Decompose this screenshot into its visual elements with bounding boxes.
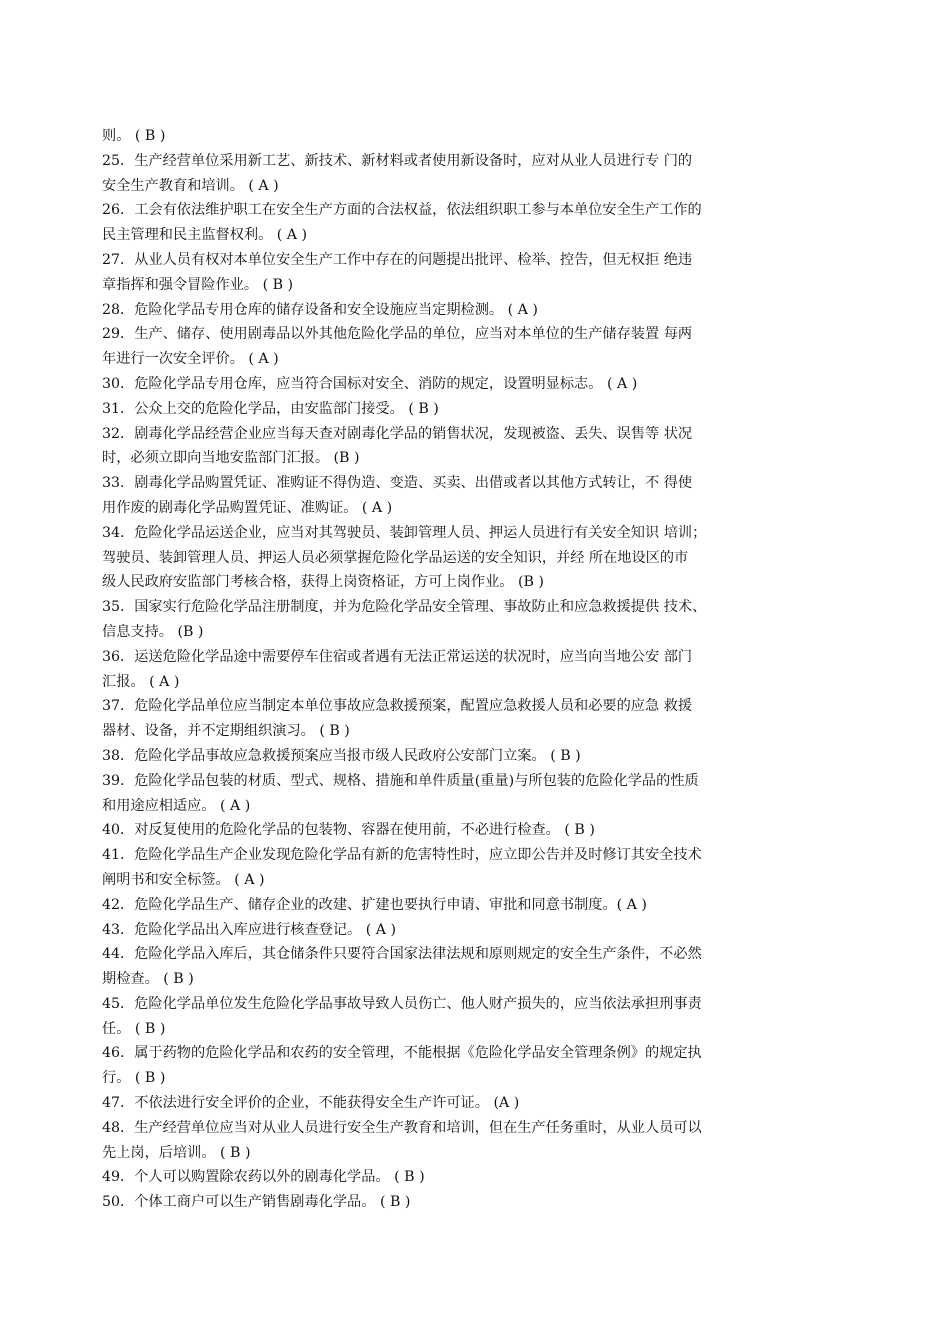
text-line: 36．运送危险化学品途中需要停车住宿或者遇有无法正常运送的状况时，应当向当地公安 部门 xyxy=(102,648,693,665)
text-line: 民主管理和民主监督权利。 ( A ) xyxy=(102,227,308,244)
text-line: 安全生产教育和培训。 ( A ) xyxy=(102,177,279,194)
text-line: 信息支持。 (B ) xyxy=(102,623,204,640)
text-line: 43．危险化学品出入库应进行核查登记。 ( A ) xyxy=(102,921,397,938)
text-line: 年进行一次安全评价。 ( A ) xyxy=(102,351,279,368)
text-line: 25．生产经营单位采用新工艺、新技术、新材料或者使用新设备时，应对从业人员进行专 门的 xyxy=(102,152,693,169)
text-line: 37．危险化学品单位应当制定本单位事故应急救援预案，配置应急救援人员和必要的应急 救援 xyxy=(102,698,693,715)
text-line: 时，必须立即向当地安监部门汇报。 (B ) xyxy=(102,450,360,467)
text-line: 39．危险化学品包装的材质、型式、规格、措施和单件质量(重量)与所包装的危险化学品的性质 xyxy=(102,772,699,789)
text-line: 31．公众上交的危险化学品，由安监部门接受。 ( B ) xyxy=(102,400,439,417)
text-line: 驾驶员、装卸管理人员、押运人员必须掌握危险化学品运送的安全知识，并经 所在地设区的市 xyxy=(102,549,689,566)
text-line: 器材、设备，并不定期组织演习。 ( B ) xyxy=(102,723,350,740)
text-line: 用作废的剧毒化学品购置凭证、准购证。 ( A ) xyxy=(102,499,393,516)
text-line: 29．生产、储存、使用剧毒品以外其他危险化学品的单位，应当对本单位的生产储存装置 每两 xyxy=(102,326,693,343)
text-line: 任。 ( B ) xyxy=(102,1020,166,1037)
text-line: 32．剧毒化学品经营企业应当每天查对剧毒化学品的销售状况，发现被盗、丢失、误售等 状况 xyxy=(102,425,693,442)
text-line: 期检查。 ( B ) xyxy=(102,971,194,988)
text-line: 27．从业人员有权对本单位安全生产工作中存在的问题提出批评、检举、控告，但无权拒 绝违 xyxy=(102,251,693,268)
text-line: 行。 ( B ) xyxy=(102,1070,166,1087)
text-line: 40．对反复使用的危险化学品的包装物、容器在使用前，不必进行检查。 ( B ) xyxy=(102,822,595,839)
text-line: 则。 ( B ) xyxy=(102,128,166,144)
text-line: 阐明书和安全标签。 ( A ) xyxy=(102,871,265,888)
text-line: 45．危险化学品单位发生危险化学品事故导致人员伤亡、他人财产损失的，应当依法承担刑事责 xyxy=(102,995,702,1012)
document-page xyxy=(102,124,810,1215)
text-line: 35．国家实行危险化学品注册制度，并为危险化学品安全管理、事故防止和应急救援提供 技术、 xyxy=(102,599,707,616)
text-line: 28．危险化学品专用仓库的储存设备和安全设施应当定期检测。 ( A ) xyxy=(102,301,538,318)
text-line: 38．危险化学品事故应急救援预案应当报市级人民政府公安部门立案。 ( B ) xyxy=(102,747,581,764)
text-line: 34．危险化学品运送企业，应当对其驾驶员、装卸管理人员、押运人员进行有关安全知识 培训； xyxy=(102,524,707,541)
text-line: 级人民政府安监部门考核合格，获得上岗资格证，方可上岗作业。 (B ) xyxy=(102,574,544,591)
text-line: 42．危险化学品生产、储存企业的改建、扩建也要执行申请、审批和同意书制度。( A ) xyxy=(102,896,647,913)
text-line: 46．属于药物的危险化学品和农药的安全管理，不能根据《危险化学品安全管理条例》的规定执 xyxy=(102,1045,702,1062)
text-line: 先上岗，后培训。 ( B ) xyxy=(102,1144,251,1161)
text-line: 和用途应相适应。 ( A ) xyxy=(102,797,251,814)
text-line: 50．个体工商户可以生产销售剧毒化学品。 ( B ) xyxy=(102,1194,411,1211)
text-line: 48．生产经营单位应当对从业人员进行安全生产教育和培训，但在生产任务重时，从业人员可以 xyxy=(102,1119,702,1136)
text-line: 汇报。 ( A ) xyxy=(102,673,180,690)
text-line: 26．工会有依法维护职工在安全生产方面的合法权益，依法组织职工参与本单位安全生产工作的 xyxy=(102,202,702,219)
text-line: 33．剧毒化学品购置凭证、准购证不得伪造、变造、买卖、出借或者以其他方式转让，不 得使 xyxy=(102,475,693,492)
text-line: 47．不依法进行安全评价的企业，不能获得安全生产许可证。 (A ) xyxy=(102,1095,520,1112)
text-line: 44．危险化学品入库后，其仓储条件只要符合国家法律法规和原则规定的安全生产条件，不必然 xyxy=(102,946,702,963)
text-line: 30．危险化学品专用仓库，应当符合国标对安全、消防的规定，设置明显标志。 ( A ) xyxy=(102,375,638,392)
text-line: 49．个人可以购置除农药以外的剧毒化学品。 ( B ) xyxy=(102,1169,425,1186)
text-line: 41．危险化学品生产企业发现危险化学品有新的危害特性时，应立即公告并及时修订其安全技术 xyxy=(102,847,702,864)
text-line: 章指挥和强令冒险作业。 ( B ) xyxy=(102,276,294,293)
